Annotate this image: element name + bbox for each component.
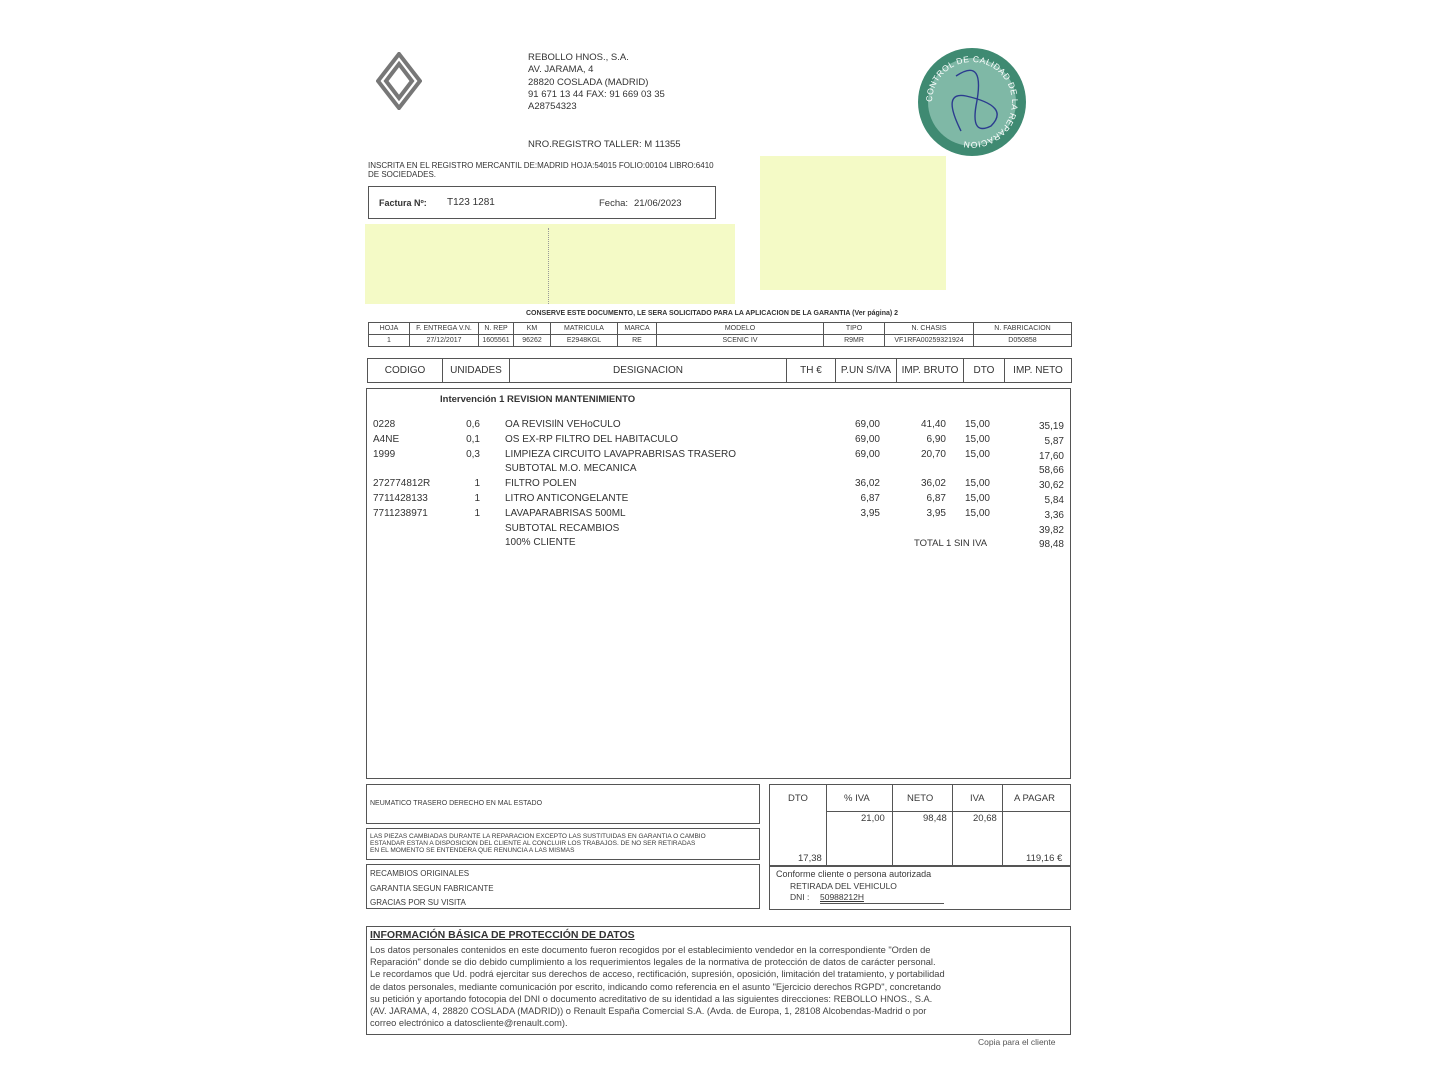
sum-h-iva: IVA (970, 793, 985, 804)
summary-header-line (826, 811, 1071, 812)
redacted-address-block (365, 224, 735, 304)
line-desc: LITRO ANTICONGELANTE (505, 493, 629, 504)
conforme-line-1: Conforme cliente o persona autorizada (776, 869, 932, 879)
inscripcion-line-1: INSCRITA EN EL REGISTRO MERCANTIL DE:MADRID HOJA:54015 FOLIO:00104 LIBRO:6410 (368, 161, 714, 170)
col-unidades: UNIDADES (443, 359, 510, 383)
neumatico-note: NEUMATICO TRASERO DERECHO EN MAL ESTADO (370, 800, 543, 807)
proteccion-body (370, 944, 945, 1029)
company-address: AV. JARAMA, 4 (528, 64, 594, 76)
vv-km: 96262 (514, 335, 551, 347)
piezas-line-2: ESTANDAR ESTAN A DISPOSICION DEL CLIENTE AL CONCLUIR LOS TRABAJOS. DE NO SER RETIRADAS (370, 840, 696, 847)
dni-value: 50988212H (820, 892, 864, 902)
garantia-notes (370, 867, 494, 911)
registro-taller: NRO.REGISTRO TALLER: M 11355 (528, 139, 681, 150)
summary-divider-1 (826, 785, 827, 866)
line-code: 7711428133 (373, 493, 428, 504)
line-neto: 5,87 (1044, 435, 1064, 447)
sum-h-iva-pct: % IVA (844, 793, 870, 804)
recambios-note: RECAMBIOS ORIGINALES (370, 869, 470, 878)
proteccion-line-6: (AV. JARAMA, 4, 28820 COSLADA (MADRID)) o Renault España Comercial S.A. (Avda. de Europa, 1, 28108 Alcobendas-Madrid o por (370, 1006, 927, 1017)
line-bruto: 36,02 (920, 478, 946, 490)
col-dto: DTO (964, 359, 1005, 383)
sum-neto: 98,48 (923, 813, 947, 824)
line-neto: 58,66 (1038, 465, 1064, 477)
line-pun: 69,00 (854, 433, 880, 445)
line-pun: 69,00 (854, 419, 880, 430)
garantia-box (366, 864, 760, 909)
garantia-note: GARANTIA SEGUN FABRICANTE (370, 883, 494, 893)
company-cif: A28754323 (528, 101, 577, 113)
line-desc: LAVAPARABRISAS 500ML (505, 507, 626, 519)
renault-logo (376, 52, 422, 110)
conforme-box (769, 866, 1071, 910)
vehicle-header-row (369, 323, 1072, 335)
piezas-box (366, 828, 760, 860)
vh-hoja: HOJA (369, 323, 410, 335)
lines-box (366, 388, 1071, 779)
redacted-client-block (760, 156, 946, 290)
line-units: 0,3 (466, 448, 480, 460)
line-desc: SUBTOTAL RECAMBIOS (505, 522, 620, 534)
total-label: TOTAL 1 SIN IVA (914, 538, 988, 549)
vv-tipo: R9MR (824, 335, 885, 347)
redaction-divider (548, 228, 549, 304)
line-desc: LIMPIEZA CIRCUITO LAVAPRABRISAS TRASERO (505, 448, 736, 460)
line-dto: 15,00 (964, 448, 990, 460)
line-neto: 35,19 (1038, 421, 1064, 432)
line-desc: FILTRO POLEN (505, 478, 577, 490)
vh-modelo: MODELO (657, 323, 824, 335)
sum-h-neto: NETO (907, 793, 934, 804)
line-units: 1 (474, 507, 480, 519)
line-bruto: 3,95 (926, 507, 946, 519)
line-neto: 3,36 (1044, 509, 1064, 521)
proteccion-line-4: de datos personales, mediante comunicación por escrito, indicando como referencia en el asunto "Ejercicio derechos RGPD", concretando (370, 981, 941, 992)
fecha-value: 21/06/2023 (634, 198, 682, 209)
sum-h-dto: DTO (788, 793, 808, 804)
vehicle-table (368, 322, 1072, 347)
vh-chasis: N. CHASIS (885, 323, 974, 335)
vv-hoja: 1 (369, 335, 410, 347)
quality-stamp (916, 46, 1028, 158)
company-city: 28820 COSLADA (MADRID) (528, 76, 649, 88)
vv-modelo: SCENIC IV (657, 335, 824, 347)
col-pun: P.UN S/IVA (836, 359, 897, 383)
col-bruto: IMP. BRUTO (897, 359, 964, 383)
vv-nrep: 1605561 (479, 335, 514, 347)
piezas-line-3: EN EL MOMENTO SE ENTENDERA QUE RENUNCIA A LAS MISMAS (370, 847, 575, 854)
line-dto: 15,00 (964, 507, 990, 519)
piezas-line-1: LAS PIEZAS CAMBIADAS DURANTE LA REPARACION EXCEPTO LAS SUSTITUIDAS EN GARANTIA O CAMBIO (370, 833, 706, 840)
vh-marca: MARCA (618, 323, 657, 335)
line-desc: 100% CLIENTE (505, 537, 576, 549)
vv-fabricacion: D050858 (974, 335, 1072, 347)
sum-iva-pct: 21,00 (861, 813, 885, 824)
line-pun: 36,02 (854, 478, 880, 490)
company-block (528, 52, 665, 113)
vh-entrega: F. ENTREGA V.N. (410, 323, 479, 335)
line-dto: 15,00 (964, 433, 990, 445)
dni-label: DNI : (790, 892, 810, 902)
line-units: 1 (474, 478, 480, 490)
vh-km: KM (514, 323, 551, 335)
line-pun: 3,95 (860, 507, 880, 519)
proteccion-line-2: Reparación" donde se dio debido cumplimiento a los requerimientos legales de la normativa de protección de datos de carácter personal. (370, 957, 936, 968)
line-neto: 98,48 (1038, 539, 1064, 551)
line-neto: 30,62 (1038, 480, 1064, 492)
lines-header (367, 358, 1072, 383)
line-bruto: 20,70 (920, 448, 946, 460)
fecha-label: Fecha: (599, 198, 629, 209)
line-bruto: 41,40 (920, 419, 946, 430)
company-name: REBOLLO HNOS., S.A. (528, 52, 629, 63)
gracias-note: GRACIAS POR SU VISITA (370, 898, 466, 907)
neumatico-box (366, 784, 760, 824)
col-neto: IMP. NETO (1005, 359, 1072, 383)
line-units: 1 (474, 493, 480, 504)
vh-matricula: MATRICULA (551, 323, 618, 335)
inscripcion (368, 161, 714, 179)
company-phone: 91 671 13 44 FAX: 91 669 03 35 (528, 88, 665, 100)
vehicle-value-row (369, 335, 1072, 347)
conserve-note: CONSERVE ESTE DOCUMENTO, LE SERA SOLICITADO PARA LA APLICACION DE LA GARANTIA (Ver página) 2 (526, 310, 899, 317)
proteccion-line-1: Los datos personales contenidos en este documento fueron recogidos por el establecimiento vendedor en la correspondiente "Orden de (370, 945, 931, 955)
line-neto: 39,82 (1038, 524, 1064, 536)
sum-h-apagar: A PAGAR (1014, 793, 1056, 804)
piezas-note (370, 833, 706, 854)
inscripcion-line-2: DE SOCIEDADES. (368, 170, 437, 179)
line-pun: 6,87 (860, 493, 880, 504)
line-desc: OA REVISIlN VEHoCULO (505, 419, 621, 430)
vh-fabricacion: N. FABRICACION (974, 323, 1072, 335)
line-desc: OS EX-RP FILTRO DEL HABITACULO (505, 433, 678, 445)
summary-divider-4 (1002, 785, 1003, 866)
line-pun: 69,00 (854, 448, 880, 460)
intervencion-title: Intervención 1 REVISION MANTENIMIENTO (440, 394, 636, 405)
line-neto: 17,60 (1038, 450, 1064, 462)
col-designacion: DESIGNACION (510, 359, 787, 383)
line-code: A4NE (373, 433, 400, 445)
line-bruto: 6,90 (926, 433, 946, 445)
copia-cliente: Copia para el cliente (978, 1037, 1056, 1047)
sum-dto: 17,38 (798, 853, 822, 864)
vv-matricula: E2948KGL (551, 335, 618, 347)
summary-divider-2 (892, 785, 893, 866)
col-th: TH € (787, 359, 836, 383)
invoice-box (368, 186, 716, 219)
line-neto: 5,84 (1044, 495, 1064, 506)
vv-entrega: 27/12/2017 (410, 335, 479, 347)
line-desc: SUBTOTAL M.O. MECANICA (505, 463, 637, 475)
factura-number: T123 1281 (447, 197, 495, 208)
vh-nrep: N. REP (479, 323, 514, 335)
vv-chasis: VF1RFA00259321924 (885, 335, 974, 347)
proteccion-line-3: Le recordamos que Ud. podrá ejercitar sus derechos de acceso, rectificación, supresión, oposición, limitación del tratamiento, y portabilidad (370, 969, 945, 980)
line-code: 1999 (373, 448, 396, 460)
proteccion-line-5: su petición y aportando fotocopia del DNI o documento acreditativo de su identidad a las siguientes direcciones: REBOLLO HNOS., S.A. (370, 993, 933, 1004)
sum-apagar: 119,16 € (1026, 853, 1063, 864)
vh-tipo: TIPO (824, 323, 885, 335)
col-codigo: CODIGO (368, 359, 443, 383)
proteccion-title: INFORMACIÓN BÁSICA DE PROTECCIÓN DE DATOS (370, 929, 635, 941)
summary-divider-3 (952, 785, 953, 866)
factura-label: Factura Nº: (379, 198, 427, 208)
line-dto: 15,00 (964, 419, 990, 430)
signature-line (820, 903, 944, 904)
conforme-line-2: RETIRADA DEL VEHICULO (790, 881, 897, 891)
proteccion-line-7: correo electrónico a datoscliente@renault.com). (370, 1018, 568, 1029)
vv-marca: RE (618, 335, 657, 347)
data-protection-box (366, 926, 1071, 1035)
line-units: 0,6 (466, 419, 480, 430)
line-units: 0,1 (466, 433, 480, 445)
line-code: 0228 (373, 419, 396, 430)
line-bruto: 6,87 (926, 493, 946, 504)
summary-box (769, 784, 1071, 866)
line-code: 7711238971 (373, 507, 428, 519)
line-dto: 15,00 (964, 493, 990, 504)
line-dto: 15,00 (964, 478, 990, 490)
stamp-text: CONTROL DE CALIDAD DE LA REPARACION (923, 53, 1021, 151)
line-code: 272774812R (373, 478, 431, 490)
sum-iva: 20,68 (973, 813, 997, 824)
